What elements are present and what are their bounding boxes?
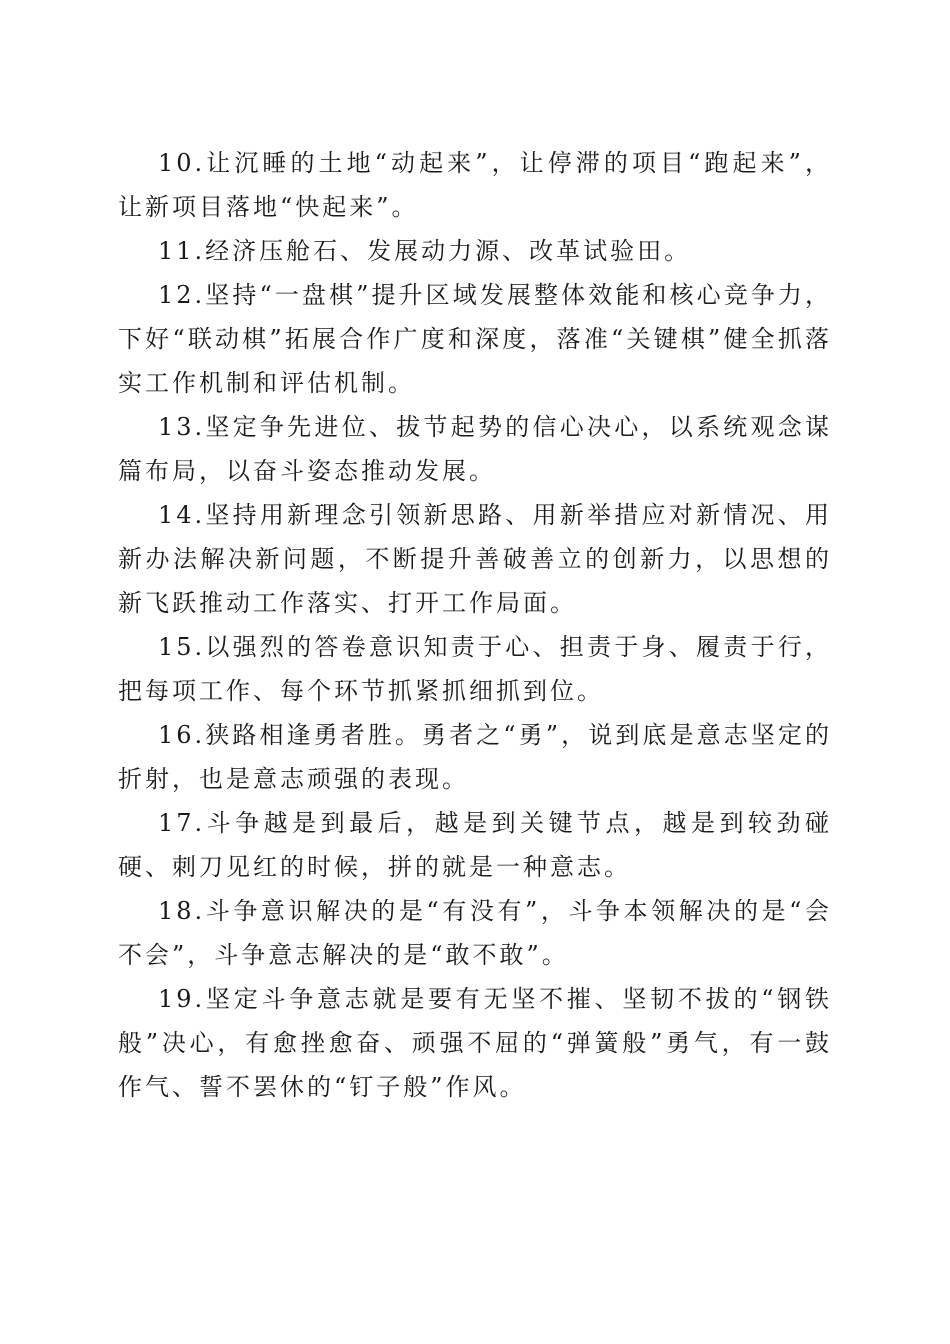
- paragraph-13: 13.坚定争先进位、拔节起势的信心决心，以系统观念谋篇布局，以奋斗姿态推动发展。: [118, 413, 832, 485]
- document-body: [118, 141, 832, 1109]
- paragraph-15: 15.以强烈的答卷意识知责于心、担责于身、履责于行，把每项工作、每个环节抓紧抓细抓到位。: [118, 633, 832, 705]
- paragraph-17: 17.斗争越是到最后，越是到关键节点，越是到较劲碰硬、刺刀见红的时候，拼的就是一种意志。: [118, 809, 832, 881]
- paragraph-18: 18.斗争意识解决的是“有没有”，斗争本领解决的是“会不会”，斗争意志解决的是“敢不敢”。: [118, 897, 832, 969]
- paragraph-16: 16.狭路相逢勇者胜。勇者之“勇”，说到底是意志坚定的折射，也是意志顽强的表现。: [118, 721, 832, 793]
- paragraph-14: 14.坚持用新理念引领新思路、用新举措应对新情况、用新办法解决新问题，不断提升善破善立的创新力，以思想的新飞跃推动工作落实、打开工作局面。: [118, 501, 832, 617]
- paragraph-10: 10.让沉睡的土地“动起来”，让停滞的项目“跑起来”，让新项目落地“快起来”。: [118, 149, 832, 221]
- paragraph-11: 11.经济压舱石、发展动力源、改革试验田。: [158, 237, 692, 265]
- paragraph-12: 12.坚持“一盘棋”提升区域发展整体效能和核心竞争力，下好“联动棋”拓展合作广度和深度，落准“关键棋”健全抓落实工作机制和评估机制。: [118, 281, 832, 397]
- paragraph-19: 19.坚定斗争意志就是要有无坚不摧、坚韧不拔的“钢铁般”决心，有愈挫愈奋、顽强不屈的“弹簧般”勇气，有一鼓作气、誓不罢休的“钉子般”作风。: [118, 985, 832, 1101]
